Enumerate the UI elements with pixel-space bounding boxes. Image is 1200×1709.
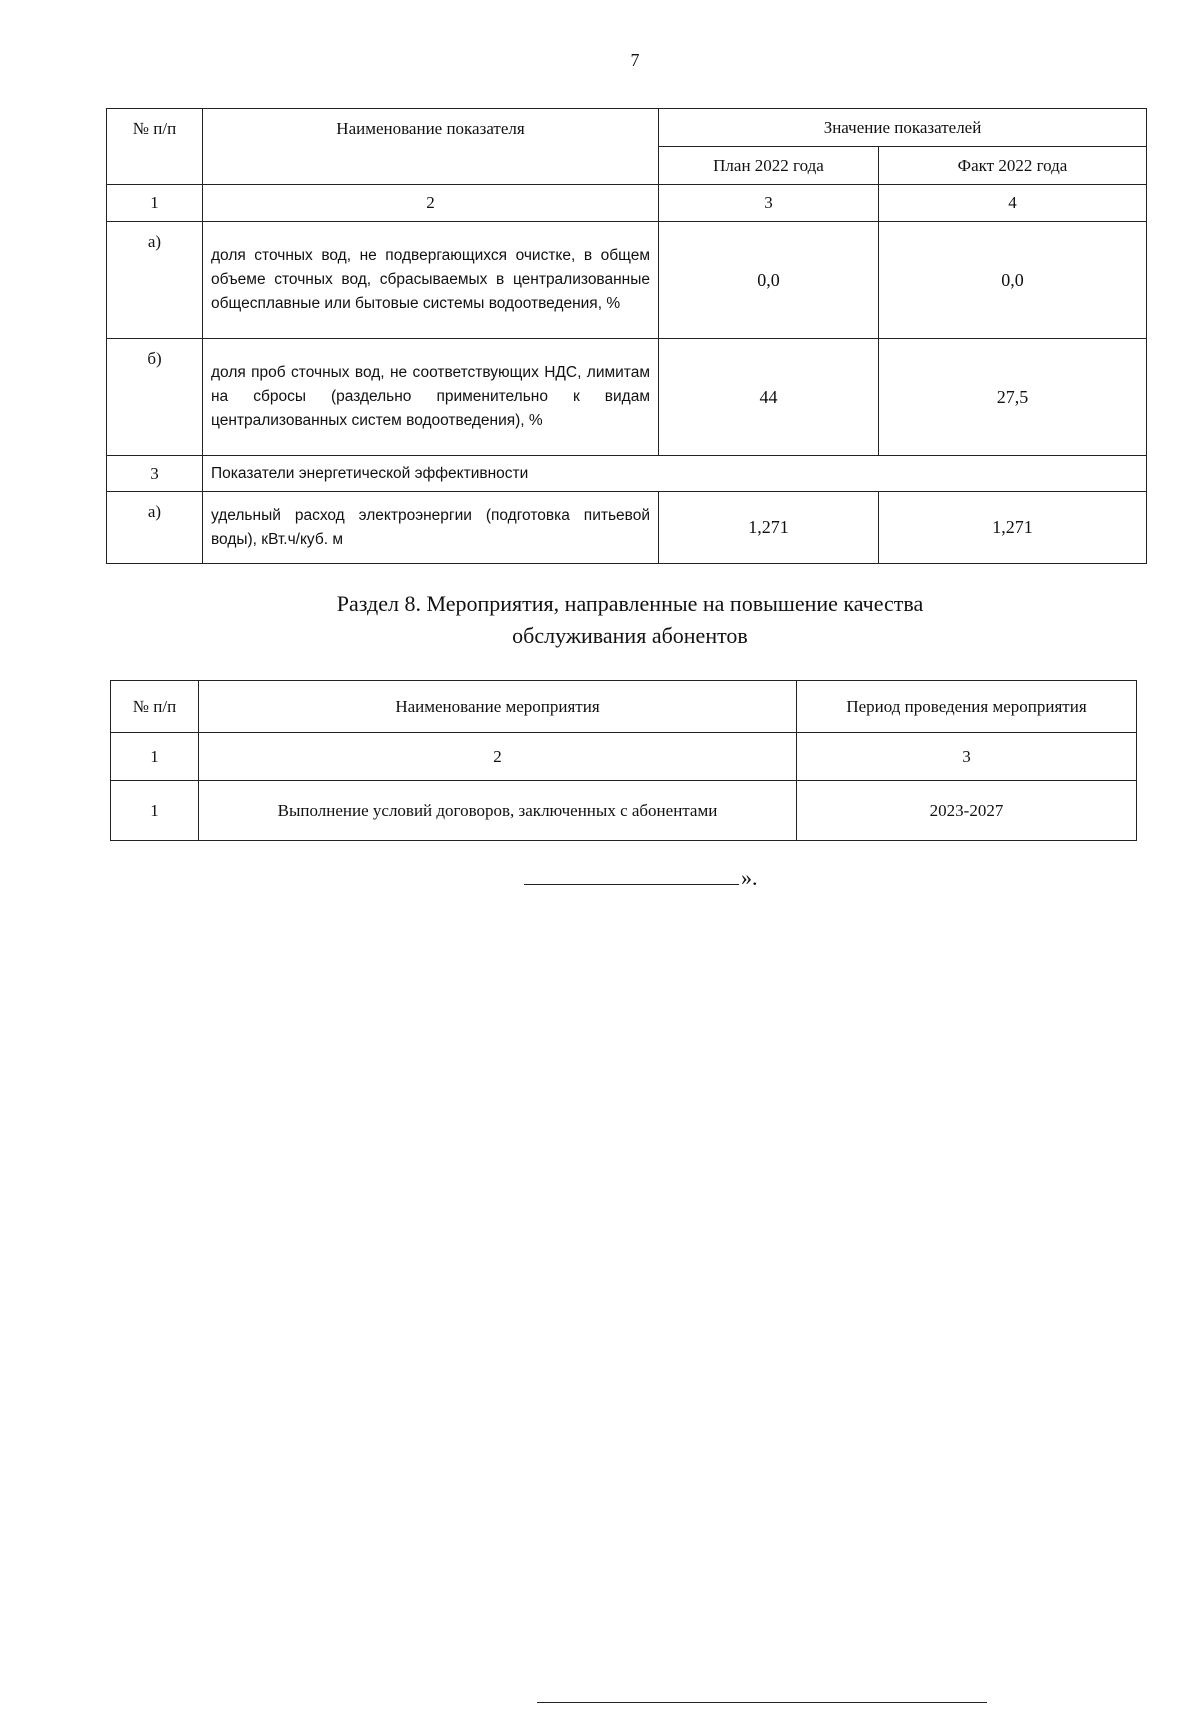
header-indicator-name: Наименование показателя xyxy=(203,109,659,185)
column-number: 3 xyxy=(659,185,879,222)
closing-quote: ». xyxy=(741,865,758,890)
measures-table xyxy=(110,680,1137,841)
header-num: № п/п xyxy=(111,681,199,733)
section-title-line: обслуживания абонентов xyxy=(512,623,748,648)
page-number: 7 xyxy=(630,50,640,70)
indicator-name: доля сточных вод, не подвергающихся очистке, в общем объеме сточных вод, сбрасываемых в централизованные общесплавные или бытовые системы водоотведения, % xyxy=(203,222,659,339)
blank-line xyxy=(524,884,739,885)
column-number: 3 xyxy=(797,733,1137,781)
table-row xyxy=(107,492,1147,564)
group-num: 3 xyxy=(107,456,203,492)
column-number: 2 xyxy=(199,733,797,781)
column-number: 2 xyxy=(203,185,659,222)
header-fact-2022: Факт 2022 года xyxy=(879,147,1147,185)
table-row xyxy=(107,222,1147,339)
plan-value: 1,271 xyxy=(659,492,879,564)
header-period: Период проведения мероприятия xyxy=(797,681,1137,733)
fact-value: 1,271 xyxy=(879,492,1147,564)
table-row xyxy=(111,781,1137,841)
fact-value: 27,5 xyxy=(879,339,1147,456)
indicator-name: доля проб сточных вод, не соответствующих НДС, лимитам на сбросы (раздельно применительно к видам централизованных систем водоотведения), % xyxy=(203,339,659,456)
row-num: а) xyxy=(107,222,203,339)
group-row xyxy=(107,456,1147,492)
bottom-divider xyxy=(537,1702,987,1703)
plan-value: 44 xyxy=(659,339,879,456)
header-num: № п/п xyxy=(107,109,203,185)
row-num: а) xyxy=(107,492,203,564)
plan-value: 0,0 xyxy=(659,222,879,339)
row-num: 1 xyxy=(111,781,199,841)
table-row xyxy=(107,339,1147,456)
group-title: Показатели энергетической эффективности xyxy=(203,456,1147,492)
header-measure-name: Наименование мероприятия xyxy=(199,681,797,733)
closing-signature-line xyxy=(524,865,758,891)
indicator-name: удельный расход электроэнергии (подготовка питьевой воды), кВт.ч/куб. м xyxy=(203,492,659,564)
column-number: 1 xyxy=(107,185,203,222)
header-plan-2022: План 2022 года xyxy=(659,147,879,185)
measure-name: Выполнение условий договоров, заключенных с абонентами xyxy=(199,781,797,841)
row-num: б) xyxy=(107,339,203,456)
header-values-group: Значение показателей xyxy=(659,109,1147,147)
measure-period: 2023-2027 xyxy=(797,781,1137,841)
indicators-table xyxy=(106,108,1147,564)
column-number: 4 xyxy=(879,185,1147,222)
column-number: 1 xyxy=(111,733,199,781)
section-8-title xyxy=(270,588,990,652)
section-title-line: Раздел 8. Мероприятия, направленные на повышение качества xyxy=(336,591,924,616)
fact-value: 0,0 xyxy=(879,222,1147,339)
